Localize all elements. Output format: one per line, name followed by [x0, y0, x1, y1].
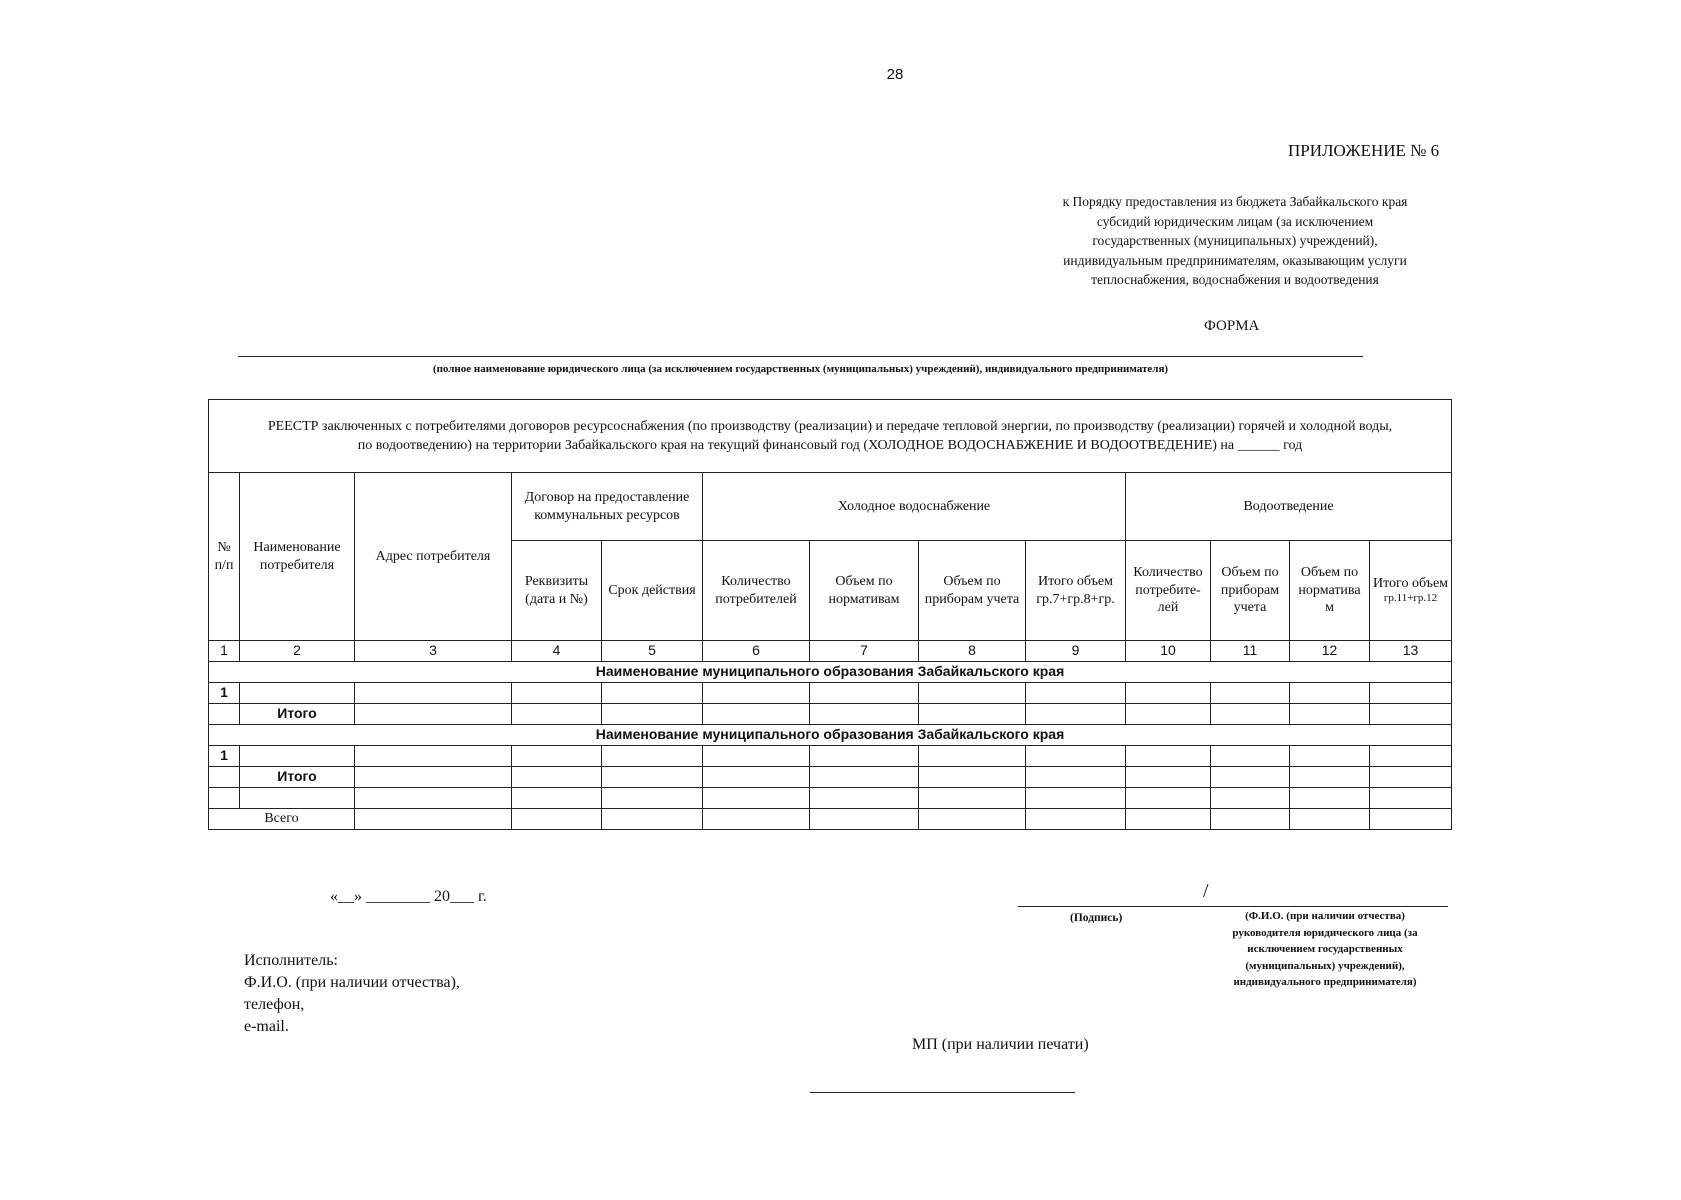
- header-contract-group: Договор на предоставление коммунальных ресурсов: [512, 473, 703, 541]
- table-row: [209, 788, 1452, 809]
- registry-title: [209, 400, 1452, 473]
- header-cold-water-group: Холодное водоснабжение: [703, 473, 1126, 541]
- signature-caption-line: (Ф.И.О. (при наличии отчества): [1245, 910, 1405, 922]
- header-dr-total: [1370, 541, 1452, 641]
- column-number-row: [209, 641, 1452, 662]
- table-cell[interactable]: [355, 746, 512, 767]
- column-number: 9: [1026, 641, 1126, 662]
- table-cell[interactable]: [1211, 704, 1290, 725]
- table-cell[interactable]: [1026, 683, 1126, 704]
- header-cw-consumers: Количество потребителей: [703, 541, 810, 641]
- registry-table: [208, 399, 1452, 830]
- table-cell[interactable]: [355, 788, 512, 809]
- table-cell[interactable]: [355, 683, 512, 704]
- basis-line: субсидий юридическим лицам (за исключением: [1096, 213, 1374, 229]
- table-cell[interactable]: [512, 767, 602, 788]
- table-cell[interactable]: [602, 788, 703, 809]
- table-cell[interactable]: [1126, 767, 1211, 788]
- header-dr-total-formula: гр.11+гр.12: [1383, 592, 1438, 605]
- column-number: 4: [512, 641, 602, 662]
- basis-line: индивидуальным предпринимателям, оказывающим услуги: [1063, 252, 1407, 268]
- header-dr-meter-volume: Объем по приборам учета: [1211, 541, 1290, 641]
- table-cell[interactable]: [703, 809, 810, 830]
- signature-caption-line: (муниципальных) учреждений),: [1245, 959, 1405, 972]
- table-row: [209, 683, 1452, 704]
- table-cell[interactable]: [240, 788, 355, 809]
- header-dr-norm-volume: Объем по норматива м: [1290, 541, 1370, 641]
- table-row: [209, 746, 1452, 767]
- executor-line: Исполнитель:: [244, 952, 338, 969]
- header-cw-norm-volume: Объем по нормативам: [810, 541, 919, 641]
- table-cell[interactable]: [810, 704, 919, 725]
- table-cell[interactable]: [1026, 767, 1126, 788]
- signature-label: (Подпись): [1070, 912, 1123, 924]
- table-cell[interactable]: [703, 767, 810, 788]
- table-cell[interactable]: [810, 683, 919, 704]
- signature-slash: /: [1203, 880, 1209, 902]
- column-number: 1: [209, 641, 240, 662]
- table-cell: [209, 788, 240, 809]
- column-number: 13: [1370, 641, 1452, 662]
- table-cell[interactable]: [1290, 683, 1370, 704]
- table-cell[interactable]: [512, 704, 602, 725]
- table-cell[interactable]: [1126, 683, 1211, 704]
- subtotal-row: [209, 767, 1452, 788]
- date-line: «__» ________ 20___ г.: [330, 888, 487, 905]
- table-cell[interactable]: [1026, 746, 1126, 767]
- table-cell[interactable]: [1126, 746, 1211, 767]
- header-drainage-group: Водоотведение: [1126, 473, 1452, 541]
- table-cell[interactable]: [1211, 683, 1290, 704]
- table-cell[interactable]: [919, 767, 1026, 788]
- table-cell[interactable]: [1211, 746, 1290, 767]
- grand-total-label: Всего: [209, 809, 355, 830]
- table-cell[interactable]: [919, 704, 1026, 725]
- signature-line: [1018, 906, 1448, 907]
- column-number: 3: [355, 641, 512, 662]
- subtotal-label: Итого: [240, 704, 355, 725]
- table-cell[interactable]: [1290, 809, 1370, 830]
- table-cell[interactable]: [355, 809, 512, 830]
- table-cell[interactable]: [602, 809, 703, 830]
- basis-line: государственных (муниципальных) учреждений),: [1092, 233, 1378, 248]
- table-cell[interactable]: [1026, 788, 1126, 809]
- table-cell[interactable]: [355, 704, 512, 725]
- table-cell[interactable]: [1026, 704, 1126, 725]
- table-cell[interactable]: [1370, 809, 1452, 830]
- table-cell[interactable]: [512, 683, 602, 704]
- table-cell[interactable]: [602, 767, 703, 788]
- table-cell[interactable]: [703, 704, 810, 725]
- municipality-label: Наименование муниципального образования Забайкальского края: [209, 662, 1452, 683]
- municipality-label: Наименование муниципального образования Забайкальского края: [209, 725, 1452, 746]
- table-cell[interactable]: [602, 683, 703, 704]
- executor-block: [244, 950, 460, 1038]
- signature-caption-line: руководителя юридического лица (за: [1232, 926, 1418, 939]
- column-number: 8: [919, 641, 1026, 662]
- executor-line: телефон,: [244, 996, 305, 1013]
- table-cell[interactable]: [1211, 788, 1290, 809]
- header-cw-meter-volume: Объем по приборам учета: [919, 541, 1026, 641]
- table-cell[interactable]: [703, 788, 810, 809]
- appendix-basis: [1020, 192, 1450, 290]
- org-name-caption: (полное наименование юридического лица (за исключением государственных (муниципальных) учреждений), индивидуального предпринимателя): [432, 363, 1169, 375]
- table-cell[interactable]: [602, 704, 703, 725]
- table-cell[interactable]: [602, 746, 703, 767]
- table-cell[interactable]: [919, 788, 1026, 809]
- table-cell[interactable]: [512, 746, 602, 767]
- appendix-title: ПРИЛОЖЕНИЕ № 6: [1288, 141, 1440, 160]
- table-cell[interactable]: [810, 809, 919, 830]
- table-cell[interactable]: [1126, 788, 1211, 809]
- column-number: 10: [1126, 641, 1211, 662]
- column-number: 7: [810, 641, 919, 662]
- executor-line: Ф.И.О. (при наличии отчества),: [244, 974, 460, 991]
- table-cell[interactable]: [240, 746, 355, 767]
- header-cw-total: Итого объем гр.7+гр.8+гр.: [1026, 541, 1126, 641]
- signature-caption-line: исключением государственных: [1247, 943, 1403, 955]
- signature-caption: [1210, 908, 1440, 991]
- table-cell[interactable]: [1211, 767, 1290, 788]
- basis-line: теплоснабжения, водоснабжения и водоотведения: [1091, 272, 1379, 287]
- table-cell[interactable]: [810, 767, 919, 788]
- header-term: Срок действия: [602, 541, 703, 641]
- table-cell[interactable]: [919, 746, 1026, 767]
- column-number: 11: [1211, 641, 1290, 662]
- table-cell[interactable]: [810, 788, 919, 809]
- header-consumer-address: Адрес потребителя: [355, 473, 512, 641]
- table-cell[interactable]: [1290, 704, 1370, 725]
- table-cell: [209, 767, 240, 788]
- subtotal-label: Итого: [240, 767, 355, 788]
- table-cell[interactable]: [919, 683, 1026, 704]
- form-label: ФОРМА: [1204, 318, 1260, 334]
- header-row-groups: [209, 473, 1452, 541]
- table-cell[interactable]: [1370, 746, 1452, 767]
- column-number: 2: [240, 641, 355, 662]
- stamp-label: МП (при наличии печати): [912, 1036, 1089, 1053]
- header-dr-consumers: Количество потребите-лей: [1126, 541, 1211, 641]
- table-cell[interactable]: [355, 767, 512, 788]
- header-num: № п/п: [209, 473, 240, 641]
- registry-title-line: РЕЕСТР заключенных с потребителями договоров ресурсоснабжения (по производству (реализации) и передаче тепловой энергии, по производству (реализации) горячей и холодной воды,: [267, 419, 1393, 434]
- table-cell[interactable]: [1290, 767, 1370, 788]
- table-cell[interactable]: [919, 809, 1026, 830]
- row-index: 1: [209, 683, 240, 704]
- header-consumer-name: Наименование потребителя: [240, 473, 355, 641]
- subtotal-row: [209, 704, 1452, 725]
- table-cell[interactable]: [810, 746, 919, 767]
- header-dr-total-label: Итого объем: [1373, 575, 1449, 591]
- table-cell[interactable]: [1370, 704, 1452, 725]
- table-cell[interactable]: [1126, 704, 1211, 725]
- table-cell: [209, 704, 240, 725]
- table-title-row: [209, 400, 1452, 473]
- table-cell[interactable]: [1370, 788, 1452, 809]
- table-cell[interactable]: [1126, 809, 1211, 830]
- table-cell[interactable]: [512, 788, 602, 809]
- column-number: 6: [703, 641, 810, 662]
- header-requisites: Реквизиты (дата и №): [512, 541, 602, 641]
- table-cell[interactable]: [1370, 767, 1452, 788]
- table-cell[interactable]: [703, 746, 810, 767]
- column-number: 5: [602, 641, 703, 662]
- table-cell[interactable]: [1370, 683, 1452, 704]
- registry-title-line: по водоотведению) на территории Забайкальского края на текущий финансовый год (ХОЛОДНОЕ ВОДОСНАБЖЕНИЕ И ВОДООТВЕДЕНИЕ) на ______ год: [357, 438, 1303, 453]
- table-cell[interactable]: [240, 683, 355, 704]
- column-number: 12: [1290, 641, 1370, 662]
- page-number: 28: [886, 66, 904, 83]
- municipality-row: [209, 725, 1452, 746]
- basis-line: к Порядку предоставления из бюджета Забайкальского края: [1062, 194, 1408, 209]
- executor-line: e-mail.: [244, 1018, 289, 1035]
- table-cell[interactable]: [512, 809, 602, 830]
- municipality-row: [209, 662, 1452, 683]
- signature-caption-line: индивидуального предпринимателя): [1233, 976, 1417, 988]
- stamp-line: [810, 1092, 1075, 1093]
- org-name-line: [238, 356, 1363, 357]
- table-cell[interactable]: [1211, 809, 1290, 830]
- table-cell[interactable]: [1026, 809, 1126, 830]
- table-cell[interactable]: [1290, 746, 1370, 767]
- table-cell[interactable]: [1290, 788, 1370, 809]
- row-index: 1: [209, 746, 240, 767]
- table-cell[interactable]: [703, 683, 810, 704]
- grand-total-row: [209, 809, 1452, 830]
